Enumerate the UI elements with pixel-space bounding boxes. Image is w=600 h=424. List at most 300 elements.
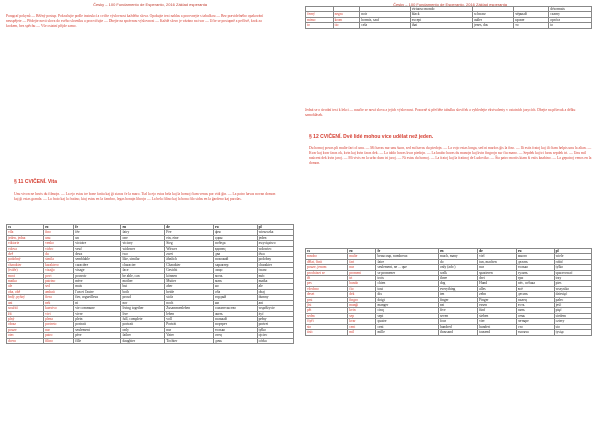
table-cell: černý (306, 12, 334, 17)
table-cell: tri (348, 276, 376, 281)
table-cell: тысяча (516, 330, 554, 335)
table-cell: vdova (7, 246, 44, 251)
table-cell: patro (44, 333, 74, 338)
table-cell: leben (165, 311, 214, 316)
table-cell: procházet se (306, 270, 348, 275)
table-cell: plný (7, 316, 44, 321)
vocab-table-right (305, 248, 592, 336)
table-cell: patrino (44, 279, 74, 284)
table-cell: hundo (348, 281, 376, 286)
table-cell: sed (44, 284, 74, 289)
table-cell: venko (44, 241, 74, 246)
table-cell: beaucoup, nombreux (376, 254, 439, 259)
table-cell: Tochter (165, 338, 214, 343)
table-cell: seven (438, 313, 477, 318)
table-cell: quatre (376, 319, 439, 324)
table-cell: ale (257, 284, 293, 289)
table-cell: ale (7, 284, 44, 289)
table-cell: vivre (74, 311, 121, 316)
table-cell: только (214, 327, 258, 332)
column-header: pl (554, 249, 591, 254)
table-cell: сожительство (214, 306, 258, 311)
table-cell: jenes, das (472, 23, 513, 28)
table-cell: Charakter (165, 262, 214, 267)
table-cell: cinq (376, 308, 439, 313)
column-header: pl (257, 225, 293, 230)
table-cell: mother (121, 279, 165, 284)
table-cell: vidvo (44, 246, 74, 251)
table-cell: everything (438, 286, 477, 291)
table-cell: soužití (7, 306, 44, 311)
table-cell: tausend (478, 330, 517, 335)
table-cell: full, complete (121, 316, 165, 321)
table-cell: pět (306, 308, 348, 313)
table-cell: Hund (478, 281, 517, 286)
table-cell: manger (376, 303, 439, 308)
table-cell: fingro (348, 297, 376, 302)
table-cell: vizaĝo (44, 268, 74, 273)
table-cell: sieben (478, 313, 517, 318)
table-cell: palec (554, 297, 591, 302)
table-cell: mil (348, 330, 376, 335)
table-cell: außer (472, 17, 513, 22)
table-cell: hormis, sauf (360, 17, 410, 22)
table-cell: victory (121, 241, 165, 246)
table-cell: filino (44, 338, 74, 343)
table-cell: Fee (165, 230, 214, 235)
table-cell: ani (257, 300, 293, 305)
table-cell: stolz (165, 295, 214, 300)
table-cell: manĝi (348, 303, 376, 308)
table-cell: nur (478, 265, 517, 270)
table-cell: veuf (74, 246, 121, 251)
table-cell: mnoho (306, 254, 348, 259)
table-cell: désormais (549, 7, 592, 12)
table-cell: dwa (257, 252, 293, 257)
table-cell: жить (214, 311, 258, 316)
table-cell: ni (74, 300, 121, 305)
table-cell: dek (348, 292, 376, 297)
table-cell: finger (438, 297, 477, 302)
table-cell: wszystko (554, 286, 591, 291)
table-cell: jíst (306, 303, 348, 308)
table-cell: deset (306, 292, 348, 297)
table-cell: drei (478, 276, 517, 281)
table-cell: one (121, 235, 165, 240)
table-cell: robić (554, 259, 591, 264)
table-cell: ein, eine (165, 235, 214, 240)
table-cell: spacerować (554, 270, 591, 275)
table-cell: eat (438, 303, 477, 308)
table-cell: portret (257, 322, 293, 327)
table-cell: zwycięstwo (257, 241, 293, 246)
table-cell: be able, can (121, 273, 165, 278)
table-cell: fier, orgueilleux (74, 295, 121, 300)
table-cell: victoire (74, 241, 121, 246)
table-cell: alles (478, 286, 517, 291)
table-cell: charakter (257, 262, 293, 267)
table-cell: deux (74, 252, 121, 257)
column-header: ru (516, 249, 554, 254)
table-cell: портрет (214, 322, 258, 327)
table-cell: víla (7, 230, 44, 235)
table-cell: cent (376, 324, 439, 329)
column-header: cs (306, 249, 348, 254)
table-cell: karaktero (44, 262, 74, 267)
table-cell: kunvivo (44, 306, 74, 311)
table-cell: trzy (554, 276, 591, 281)
table-cell: three (438, 276, 477, 281)
table-cell: mère (74, 279, 121, 284)
table-cell: Sieg (165, 241, 214, 246)
table-row (7, 338, 294, 343)
table-cell: fille (74, 338, 121, 343)
column-header: ru (214, 225, 258, 230)
table-cell: всё (516, 286, 554, 291)
page-header-right: Česky – 100 Fundamento de Esperanto, 2016 Základ esperanta (393, 2, 507, 7)
table-cell: to (306, 23, 334, 28)
table-cell: pouze (7, 327, 44, 332)
table-cell: пёс, собака (516, 281, 554, 286)
table-cell: vivi (44, 311, 74, 316)
table-cell: córka (257, 338, 293, 343)
column-header: en (121, 225, 165, 230)
table-cell: jeden, jedna (7, 235, 44, 240)
table-cell: do (438, 259, 477, 264)
right-page (300, 0, 600, 424)
table-cell: otec (7, 333, 44, 338)
table-cell: moci (7, 273, 44, 278)
table-cell: noir (360, 12, 410, 17)
table-cell: five (438, 308, 477, 313)
table-cell: caractère (74, 262, 121, 267)
table-cell: dvě (7, 252, 44, 257)
table-cell: kvar (348, 319, 376, 324)
table-cell: sedm (306, 313, 348, 318)
table-cell: nor (121, 300, 165, 305)
table-cell: like, similar (121, 257, 165, 262)
table-cell: pięć (554, 308, 591, 313)
table-cell: trois (376, 276, 439, 281)
table-cell: cent (348, 324, 376, 329)
table-cell: много (516, 254, 554, 259)
table-cell: vier (478, 319, 517, 324)
table-cell: wiele (554, 254, 591, 259)
table-cell: podobny (257, 257, 293, 262)
table-cell: tři (306, 276, 348, 281)
table-cell: zehn (478, 292, 517, 297)
lesson-11-paragraph: Unu vivon ne havis du filmojn. — La ejo estas tre bone farita kaj ĝi staras ĉe la maro. Tial la ejo estas bela kaj la homoj ĉiam venas por vidi ĝin. — La patro havas novan domon kaj ĝi estas granda. — La frato kaj la fratino, kiuj estas en la ĉambro, legas bonajn librojn — La bela filino kaj la bona filo sidas en la ĝardeno kaj parolas. (14, 192, 276, 201)
table-cell: that (410, 23, 472, 28)
table-cell: live (121, 311, 165, 316)
table-cell: nur (44, 327, 74, 332)
table-cell: obraz (7, 322, 44, 327)
table-cell: siedem (554, 313, 591, 318)
table-cell: cztery (554, 319, 591, 324)
table-cell: ĉio (348, 286, 376, 291)
table-cell: дочь (214, 338, 258, 343)
table-cell: všechno (306, 286, 348, 291)
table-cell: zwei (165, 252, 214, 257)
table-cell: schwarz (472, 12, 513, 17)
table-cell: два (214, 252, 258, 257)
table-cell: dix (376, 292, 439, 297)
table-cell: multe (348, 254, 376, 259)
table-cell: nur (165, 327, 214, 332)
table-cell: tout (376, 286, 439, 291)
table-cell: вдовец (214, 246, 258, 251)
table-cell: wdowiec (257, 246, 293, 251)
table-cell: dog (438, 281, 477, 286)
table-cell: лицо (214, 268, 258, 273)
table-cell: mille (376, 330, 439, 335)
table-cell: ambaŭ (44, 289, 74, 294)
table-cell: Vater (165, 333, 214, 338)
table-cell: но (214, 284, 258, 289)
table-cell: seulement, ne ... que (376, 265, 439, 270)
table-cell: fünf (478, 308, 517, 313)
table-cell: žít (7, 311, 44, 316)
table-cell: proud (121, 295, 165, 300)
table-cell: mais (74, 284, 121, 289)
table-cell: noch (165, 300, 214, 305)
table-cell: faire (376, 259, 439, 264)
table-cell: simila (44, 257, 74, 262)
table-cell: living together (121, 306, 165, 311)
table-cell: pies (554, 281, 591, 286)
table-cell: отец (214, 333, 258, 338)
table-cell: daughter (121, 338, 165, 343)
table-cell: hundred (438, 324, 477, 329)
table-cell: оба (214, 289, 258, 294)
table-cell: tylko (554, 265, 591, 270)
top-paragraph: Paragraf pokynů — Běžný postup. Pokračujte podle instrukcí a cvičte výslovnost každého slova. Opakujte text nahlas a porovnejte s tabulkou — Bez pravidelného opakování neuspějete — Přidejte nová slova do svého slovníku a procvičujte — Dbejte na správnou výslovnost — Každé slovo je vázáno na tvar — Učte se postupně a pečlivě, krok za krokem, bez spěchu — Vše ostatní přijde samo. (6, 14, 264, 28)
table-cell: portrait (121, 322, 165, 327)
table-cell: Porträt (165, 322, 214, 327)
table-cell: hrdý, pyšný (7, 295, 44, 300)
table-cell: portreto (44, 322, 74, 327)
table-cell: viktorie (7, 241, 44, 246)
table-cell: pouze, jenom (306, 265, 348, 270)
table-cell: prst (306, 297, 348, 302)
table-cell: мочь (214, 273, 258, 278)
table-cell: dcera (7, 338, 44, 343)
table-cell: father (121, 333, 165, 338)
table-cell: Finger (478, 297, 517, 302)
table-cell: ни (214, 300, 258, 305)
table-cell: tio (333, 23, 360, 28)
table-cell: ähnlich (165, 257, 214, 262)
table-cell: десять (516, 292, 554, 297)
table-cell: promeni (348, 270, 376, 275)
table-cell: fari (348, 259, 376, 264)
table-cell: to (549, 23, 592, 28)
table-cell: móc (257, 273, 293, 278)
table-cell: se promener (376, 270, 439, 275)
table-cell: ten (438, 292, 477, 297)
table-cell: character (121, 262, 165, 267)
table-cell: похожий (214, 257, 258, 262)
table-cell: portrait (74, 322, 121, 327)
table-cell: hundert (478, 324, 517, 329)
intro-paragraph: Jedná se o úvodní text k lekci — naučte se nová slova a jejich výslovnost. Pozorně si přečtěte tabulku slovíček a vyhledejte ekvivalenty v ostatních jazycích. Dbejte na přízvuk a délku samohlásek. (305, 108, 576, 117)
vocab-table-left (6, 224, 294, 344)
column-header: cs (7, 225, 44, 230)
table-cell: sept (376, 313, 439, 318)
table-cell: pełny (257, 316, 293, 321)
table-cell: делать (516, 259, 554, 264)
column-header: fr (376, 249, 439, 254)
table-cell: fée (74, 230, 121, 235)
table-cell: essen (478, 303, 517, 308)
table-cell: twarz (257, 268, 293, 273)
table-cell: matka (7, 279, 44, 284)
table-cell: pouvoir (74, 273, 121, 278)
table-cell: wieszczka (257, 230, 293, 235)
table-cell: beide (165, 289, 214, 294)
lesson-11-title: § 11 CVIČENÍ. Vita (14, 179, 57, 185)
table-cell: sto (306, 324, 348, 329)
table-cell: können (165, 273, 214, 278)
table-cell: much, many (438, 254, 477, 259)
table-cell: except (410, 17, 472, 22)
table-cell: spazieren (478, 270, 517, 275)
table-cell: seulement (74, 327, 121, 332)
table-cell: tylko (257, 327, 293, 332)
vocab-table-right-top (305, 6, 592, 29)
table-cell: dumny (257, 295, 293, 300)
table-cell: sto (554, 324, 591, 329)
table-cell: то (514, 23, 549, 28)
table-cell: tisíc (306, 330, 348, 335)
table-cell: povi (44, 273, 74, 278)
table-cell: kvin (348, 308, 376, 313)
table-cell: кроме (514, 17, 549, 22)
table-cell: полный (214, 316, 258, 321)
table-cell: oba, obě (7, 289, 44, 294)
lesson-12-title: § 12 CVIČENÍ. Dvě lidé mohou více udělat než jeden. (309, 134, 434, 140)
table-cell: współżycie (257, 306, 293, 311)
table-cell: семь (516, 313, 554, 318)
table-cell: jeden (257, 235, 293, 240)
table-cell: tysiąc (554, 330, 591, 335)
table-cell: unu (44, 235, 74, 240)
table-cell: krom (333, 17, 360, 22)
table-cell: only (adv.) (438, 265, 477, 270)
table-cell: четыре (516, 319, 554, 324)
table-cell: mimo (306, 17, 334, 22)
table-cell: plein (74, 316, 121, 321)
table-cell: sep (348, 313, 376, 318)
table-cell: fino (44, 230, 74, 235)
table-cell: čtyři (306, 319, 348, 324)
table-cell: un (74, 235, 121, 240)
table-cell: fairy (121, 230, 165, 235)
table-cell: чёрный (514, 12, 549, 17)
table-cell: nek (44, 300, 74, 305)
table-cell: пять (516, 308, 554, 313)
table-cell: four (438, 319, 477, 324)
table-cell: dziesięć (554, 292, 591, 297)
table-cell: chien (376, 281, 439, 286)
table-cell: гордый (214, 295, 258, 300)
table-cell: charakter (7, 262, 44, 267)
table-cell: semblable (74, 257, 121, 262)
column-header: de (478, 249, 517, 254)
table-cell: viel (478, 254, 517, 259)
table-cell: two (121, 252, 165, 257)
table-cell: both (121, 289, 165, 294)
column-header: eo (348, 249, 376, 254)
table-cell: Witwer (165, 246, 214, 251)
table-cell: obaj (257, 289, 293, 294)
table-cell: thousand (438, 330, 477, 335)
table-cell: Mutter (165, 279, 214, 284)
table-cell: vie commune (74, 306, 121, 311)
table-cell: oprócz (549, 17, 592, 22)
table-cell: (tváře) (7, 268, 44, 273)
table-cell: nur (348, 265, 376, 270)
column-header: eo (44, 225, 74, 230)
table-cell: гулять (516, 270, 554, 275)
table-cell: żyć (257, 311, 293, 316)
table-cell: face (121, 268, 165, 273)
table-cell: du (44, 252, 74, 257)
table-row (306, 330, 592, 335)
column-header: fr (74, 225, 121, 230)
table-cell: только (516, 265, 554, 270)
table-row (306, 23, 592, 28)
table-cell: aber (165, 284, 214, 289)
table-cell: есть (516, 303, 554, 308)
table-cell: black (410, 12, 472, 17)
table-cell: ani (7, 300, 44, 305)
table-cell: widower (121, 246, 165, 251)
table-cell: один (214, 235, 258, 240)
table-cell: Gesicht (165, 268, 214, 273)
table-cell: but (121, 284, 165, 289)
table-cell: характер (214, 262, 258, 267)
table-cell: ojciec (257, 333, 293, 338)
table-cell: fiera (44, 295, 74, 300)
table-cell: победа (214, 241, 258, 246)
table-cell: палец (516, 297, 554, 302)
table-cell: visage (74, 268, 121, 273)
table-cell: père (74, 333, 121, 338)
table-cell: podobný (7, 257, 44, 262)
table-cell: matka (257, 279, 293, 284)
lesson-12-paragraph: Du homoj povas pli multe fari ol unu. — Mi havas nur unu ŝuon, sed mi havas du piedojn. — La vojo estas longa, sed ni marŝos ĝis la fino. — Ili estis fratoj kaj ili ĉiam helpis unu la alian. — Kvar kaj kvar faras ok, kvin kaj kvin faras dek. — La tablo havas kvar piedojn. — La knabo havas du manojn kaj kvin fingrojn sur ĉiu mano. — Sepdek kaj tri faras sepdek tri. — Unu mil naŭcent dek kvin jaroj. — Mi vivis en la urbo dum tri jaroj. — Ni estas du homoj. — La fratoj kaj la fratinoj de Ludoviko. — Ŝia patro mortis kiam ŝi estis knabino. — La gepatroj venos en la domon. (309, 146, 592, 165)
column-header: de (165, 225, 214, 230)
table-cell: voll (165, 316, 214, 321)
table-cell: jeść (554, 303, 591, 308)
table-cell: dělat, činit (306, 259, 348, 264)
table-cell: tun, machen (478, 259, 517, 264)
page-header-left: Česky – 100 Fundamento de Esperanto, 2016 Základ esperanta (93, 2, 207, 7)
table-cell: фея (214, 230, 258, 235)
table-cell: virtuoso mondo (410, 7, 472, 12)
table-cell: walk (438, 270, 477, 275)
table-cell: cela (360, 23, 410, 28)
table-cell: сто (516, 324, 554, 329)
table-cell: pes (306, 281, 348, 286)
table-cell: l'un et l'autre (74, 289, 121, 294)
table-cell: only (121, 327, 165, 332)
table-cell: три (516, 276, 554, 281)
table-cell: мать (214, 279, 258, 284)
table-cell: negra (333, 12, 360, 17)
table-cell: Zusammenleben (165, 306, 214, 311)
